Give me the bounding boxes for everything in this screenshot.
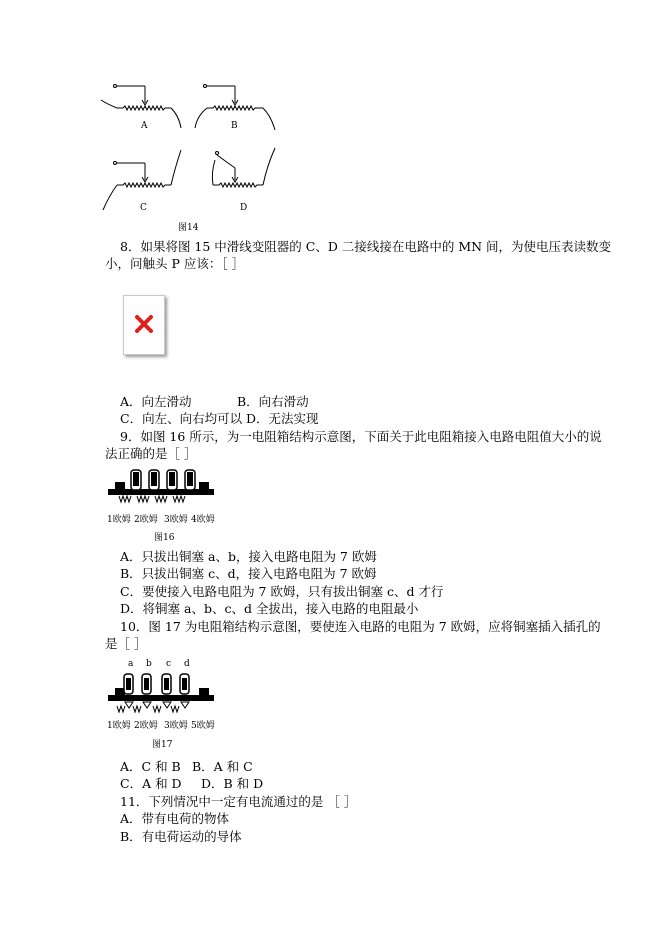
figure-17 <box>105 670 220 718</box>
q10-stem-line2: 是［ ］ <box>105 636 147 651</box>
q10-option-a: A．C 和 B <box>120 759 181 774</box>
q10-stem-line1: 10．图 17 为电阻箱结构示意图，要使连入电路的电阻为 7 欧姆，应将铜塞插入插孔的 <box>120 619 601 634</box>
fig14-diagram-d <box>212 148 275 187</box>
q8-option-b: B．向右滑动 <box>237 394 309 409</box>
fig17-label-3: 3欧姆 <box>164 721 188 731</box>
q9-option-d: D．将铜塞 a、b、c、d 全拔出，接入电路的电阻最小 <box>120 601 419 616</box>
fig17-label-2: 2欧姆 <box>134 721 158 731</box>
fig16-label-4: 4欧姆 <box>191 515 215 525</box>
q10-option-c: C．A 和 D <box>120 776 182 791</box>
q11-option-b: B．有电荷运动的导体 <box>120 829 242 844</box>
fig14-caption: 图14 <box>178 223 199 233</box>
fig14-label-c: C <box>140 203 147 213</box>
broken-image-icon <box>124 296 164 354</box>
fig17-label-1: 1欧姆 <box>107 721 131 731</box>
q9-option-c: C．要使接入电路电阻为 7 欧姆，只有拔出铜塞 c、d 才行 <box>120 584 444 599</box>
q9-stem-line1: 9．如图 16 所示，为一电阻箱结构示意图，下面关于此电阻箱接入电路电阻值大小的说 <box>120 429 602 444</box>
q8-option-c: C．向左、向右均可以 <box>120 411 243 426</box>
fig16-caption: 图16 <box>154 533 175 543</box>
fig17-plug-d: d <box>184 659 190 669</box>
q10-option-b: B．A 和 C <box>192 759 253 774</box>
fig16-label-1: 1欧姆 <box>107 515 131 525</box>
fig16-label-3: 3欧姆 <box>164 515 188 525</box>
q9-stem-line2: 法正确的是［ ］ <box>105 446 197 461</box>
q8-option-d: D．无法实现 <box>246 411 319 426</box>
q8-option-a: A．向左滑动 <box>120 394 192 409</box>
q10-option-d: D．B 和 D <box>201 776 264 791</box>
fig17-label-4: 5欧姆 <box>191 721 215 731</box>
q8-stem-line1: 8．如果将图 15 中滑线变阻器的 C、D 二接线接在电路中的 MN 间，为使电压表读数变 <box>120 239 612 254</box>
fig17-plug-a: a <box>128 659 134 669</box>
figure-15-placeholder <box>123 295 165 355</box>
fig14-label-d: D <box>240 203 248 213</box>
fig14-label-b: B <box>231 121 238 131</box>
fig14-label-a: A <box>141 121 148 131</box>
q8-stem-line2: 小，问触头 P 应该：［ ］ <box>105 256 245 271</box>
fig17-plug-b: b <box>146 659 152 669</box>
fig17-plug-c: c <box>166 659 172 669</box>
q11-option-a: A．带有电荷的物体 <box>120 811 230 826</box>
q9-option-b: B．只拔出铜塞 c、d，接入电路电阻为 7 欧姆 <box>120 566 377 581</box>
figure-14 <box>95 78 295 218</box>
q9-option-a: A．只拔出铜塞 a、b，接入电路电阻为 7 欧姆 <box>120 549 377 564</box>
fig16-label-2: 2欧姆 <box>134 515 158 525</box>
fig14-diagram-c <box>103 150 181 210</box>
figure-16 <box>105 466 220 512</box>
q11-stem: 11．下列情况中一定有电流通过的是 ［ ］ <box>120 794 357 809</box>
fig17-caption: 图17 <box>152 740 173 750</box>
